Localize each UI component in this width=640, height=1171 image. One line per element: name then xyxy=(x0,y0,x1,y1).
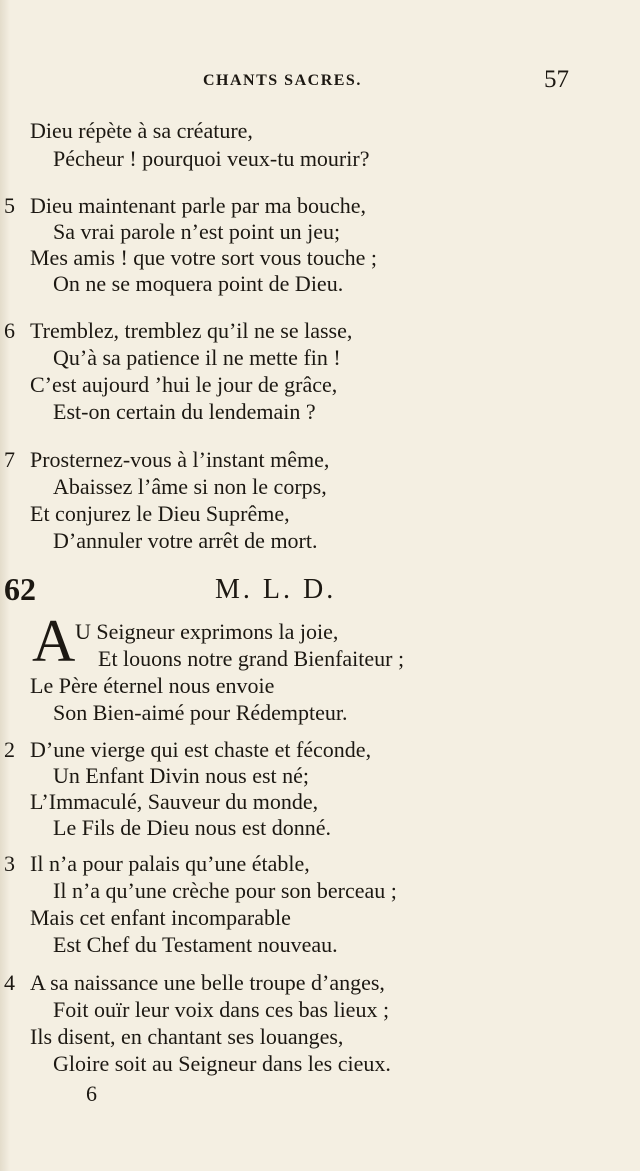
signature-mark: 6 xyxy=(86,1081,97,1106)
hymn-title: M. L. D. xyxy=(215,574,337,605)
stanza-number: 6 xyxy=(4,318,15,343)
hymn-number: 62 xyxy=(4,571,36,607)
verse-line: L’Immaculé, Sauveur du monde, xyxy=(30,789,319,814)
verse-line: Dieu répète à sa créature, xyxy=(30,118,253,143)
stanza-number: 4 xyxy=(4,970,15,995)
verse-line: U Seigneur exprimons la joie, xyxy=(75,619,339,644)
verse-line: Pécheur ! pourquoi veux-tu mourir? xyxy=(53,146,370,171)
verse-line: Le Père éternel nous envoie xyxy=(30,673,275,698)
verse-line: Un Enfant Divin nous est né; xyxy=(53,763,310,788)
verse-line: Mes amis ! que votre sort vous touche ; xyxy=(30,245,378,270)
running-header: CHANTS SACRES. xyxy=(203,72,362,89)
page-number: 57 xyxy=(544,66,569,93)
verse-line: Il n’a pour palais qu’une étable, xyxy=(30,851,310,876)
stanza-number: 2 xyxy=(4,737,15,762)
verse-line: D’une vierge qui est chaste et féconde, xyxy=(30,737,372,762)
verse-line: Est-on certain du lendemain ? xyxy=(53,399,316,424)
verse-line: Dieu maintenant parle par ma bouche, xyxy=(30,193,366,218)
verse-line: Est Chef du Testament nouveau. xyxy=(53,932,338,957)
verse-line: Le Fils de Dieu nous est donné. xyxy=(53,815,332,840)
verse-line: On ne se moquera point de Dieu. xyxy=(53,271,344,296)
verse-line: Et louons notre grand Bienfaiteur ; xyxy=(98,646,405,671)
stanza-number: 7 xyxy=(4,447,15,472)
verse-line: D’annuler votre arrêt de mort. xyxy=(53,528,318,553)
verse-line: Abaissez l’âme si non le corps, xyxy=(53,474,327,499)
verse-line: Son Bien-aimé pour Rédempteur. xyxy=(53,700,348,725)
stanza-number: 5 xyxy=(4,193,15,218)
stanza-number: 3 xyxy=(4,851,15,876)
verse-line: Ils disent, en chantant ses louanges, xyxy=(30,1024,344,1049)
verse-line: Et conjurez le Dieu Suprême, xyxy=(30,501,290,526)
verse-line: Il n’a qu’une crèche pour son berceau ; xyxy=(53,878,397,903)
drop-capital: A xyxy=(32,608,76,674)
verse-line: A sa naissance une belle troupe d’anges, xyxy=(30,970,385,995)
verse-line: Tremblez, tremblez qu’il ne se lasse, xyxy=(30,318,353,343)
verse-line: Gloire soit au Seigneur dans les cieux. xyxy=(53,1051,391,1076)
verse-line: C’est aujourd ’hui le jour de grâce, xyxy=(30,372,338,397)
verse-line: Prosternez-vous à l’instant même, xyxy=(30,447,330,472)
verse-line: Sa vrai parole n’est point un jeu; xyxy=(53,219,341,244)
verse-line: Foit ouïr leur voix dans ces bas lieux ; xyxy=(53,997,390,1022)
verse-line: Qu’à sa patience il ne mette fin ! xyxy=(53,345,341,370)
verse-line: Mais cet enfant incomparable xyxy=(30,905,291,930)
